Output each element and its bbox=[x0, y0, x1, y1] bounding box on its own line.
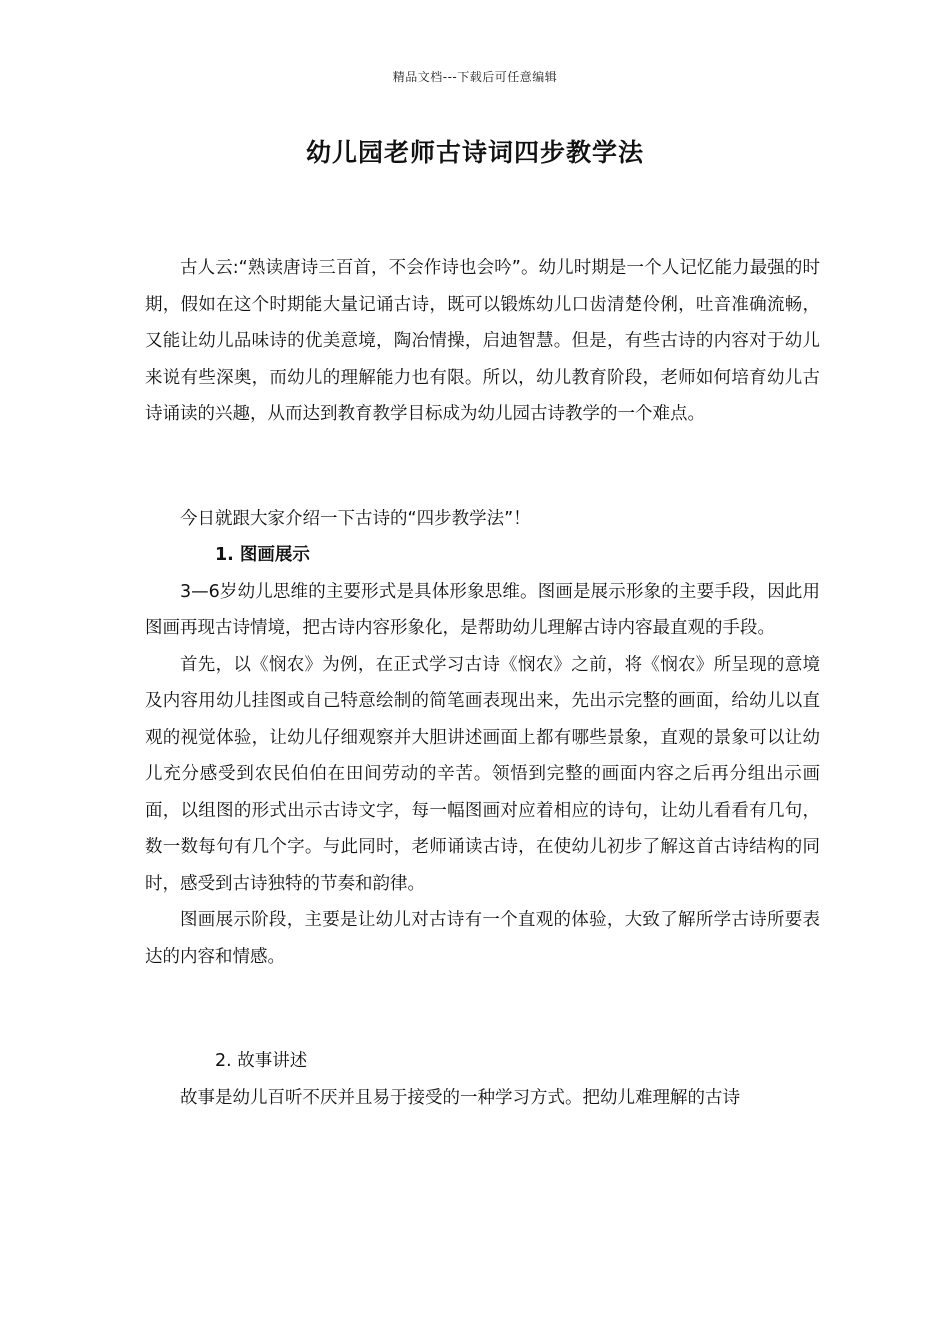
document-title: 幼儿园老师古诗词四步教学法 bbox=[305, 138, 644, 167]
section-heading-text: 图画展示 bbox=[239, 545, 310, 565]
header-note: 精品文档---下载后可任意编辑 bbox=[392, 70, 558, 84]
section1-paragraph: 首先，以《悯农》为例，在正式学习古诗《悯农》之前，将《悯农》所呈现的意境及内容用幼儿挂图或自己特意绘制的简笔画表现出来，先出示完整的画面，给幼儿以直观的视觉体验，让幼儿仔细观察并大胆讲述画面上都有哪些景象，直观的景象可以让幼儿充分感受到农民伯伯在田间劳动的辛苦。领悟到完整的画面内容之后再分组出示画面，以组图的形式出示古诗文字，每一幅图画对应着相应的诗句，让幼儿看看有几句，数一数每句有几个字。与此同时，老师诵读古诗，在使幼儿初步了解这首古诗结构的同时，感受到古诗独特的节奏和韵律。 bbox=[145, 654, 820, 894]
section-number: 2. bbox=[215, 1051, 232, 1071]
section-heading-1 bbox=[145, 537, 820, 574]
section2-paragraph: 故事是幼儿百听不厌并且易于接受的一种学习方式。把幼儿难理解的古诗 bbox=[180, 1087, 740, 1108]
section1-paragraph: 3—6岁幼儿思维的主要形式是具体形象思维。图画是展示形象的主要手段，因此用图画再现古诗情境，把古诗内容形象化，是帮助幼儿理解古诗内容最直观的手段。 bbox=[145, 581, 820, 638]
document-body bbox=[145, 250, 820, 1116]
section-heading-text: 故事讲述 bbox=[237, 1051, 308, 1071]
intro-paragraph: 古人云:“熟读唐诗三百首，不会作诗也会吟”。幼儿时期是一个人记忆能力最强的时期，假如在这个时期能大量记诵古诗，既可以锻炼幼儿口齿清楚伶俐，吐音准确流畅，又能让幼儿品味诗的优美意境，陶冶情操，启迪智慧。但是，有些古诗的内容对于幼儿来说有些深奥，而幼儿的理解能力也有限。所以，幼儿教育阶段，老师如何培育幼儿古诗诵读的兴趣，从而达到教育教学目标成为幼儿园古诗教学的一个难点。 bbox=[145, 258, 820, 424]
paragraph-gap bbox=[145, 975, 820, 1043]
lead-in-paragraph: 今日就跟大家介绍一下古诗的“四步教学法”！ bbox=[180, 508, 531, 529]
section-number: 1. bbox=[215, 545, 234, 565]
paragraph-gap bbox=[145, 433, 820, 501]
section1-paragraph: 图画展示阶段，主要是让幼儿对古诗有一个直观的体验，大致了解所学古诗所要表达的内容和情感。 bbox=[145, 910, 820, 967]
section-heading-2 bbox=[145, 1043, 820, 1080]
